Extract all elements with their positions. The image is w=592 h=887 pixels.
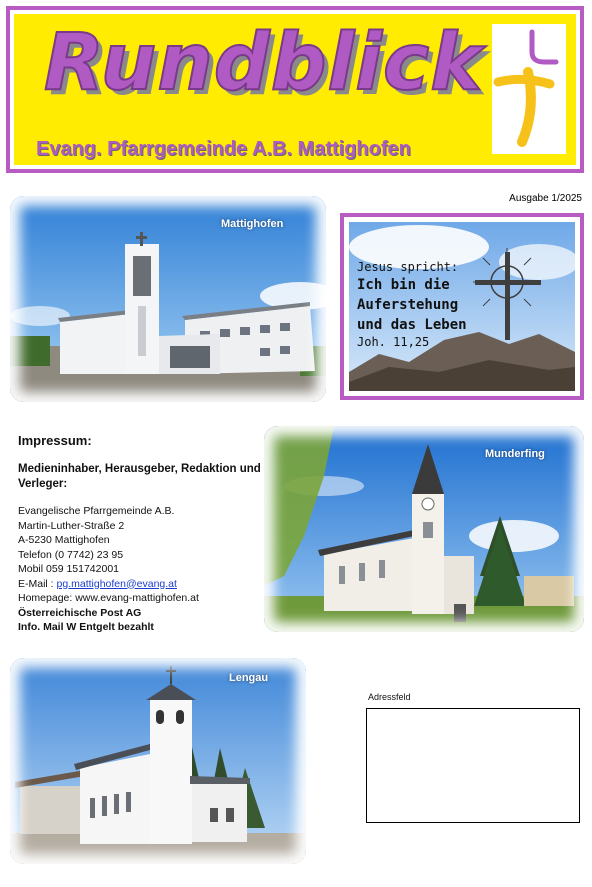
impressum-street: Martin-Luther-Straße 2 [18,519,125,532]
address-field-label: Adressfeld [368,692,411,702]
email-link[interactable]: pg.mattighofen@evang.at [56,577,177,590]
church-lengau-image [10,658,306,864]
cross-logo-icon [492,24,566,154]
banner-inner [14,14,576,165]
header-banner [6,6,584,173]
quote-intro: Jesus spricht: [357,260,459,274]
label-mattighofen: Mattighofen [221,218,284,230]
quote-image [349,222,575,391]
email-label: E-Mail : [18,577,57,590]
issue-number: Ausgabe 1/2025 [509,193,582,204]
photo-munderfing [264,426,584,632]
impressum-mobile: Mobil 059 151742001 [18,563,120,575]
label-lengau: Lengau [229,672,269,684]
impressum-title: Impressum: [18,433,92,448]
photo-mattighofen [10,196,326,402]
quote-reference: Joh. 11,25 [357,335,430,349]
impressum-city: A-5230 Mattighofen [18,534,110,546]
masthead-title: Rundblick [44,18,484,108]
parish-logo [492,24,566,154]
impressum-info: Info. Mail W Entgelt bezahlt [18,621,154,633]
quote-line-3: und das Leben [357,317,467,333]
label-munderfing: Munderfing [485,448,545,460]
impressum-subtitle: Medieninhaber, Herausgeber, Redaktion und Verleger: [18,463,261,490]
quote-line-2: Auferstehung [357,297,459,313]
impressum-org: Evangelische Pfarrgemeinde A.B. [18,505,175,517]
impressum-email-row [18,577,263,592]
photo-lengau [10,658,306,864]
impressum-post: Österreichische Post AG [18,606,142,619]
impressum-section [18,433,263,635]
parish-subtitle: Evang. Pfarrgemeinde A.B. Mattighofen [36,138,411,160]
quote-line-1: Ich bin die [357,277,450,293]
address-field-box [366,708,580,823]
quote-text [357,260,467,349]
bible-quote-box [340,213,584,400]
impressum-homepage: Homepage: www.evang-mattighofen.at [18,592,199,604]
impressum-phone: Telefon (0 7742) 23 95 [18,548,124,561]
